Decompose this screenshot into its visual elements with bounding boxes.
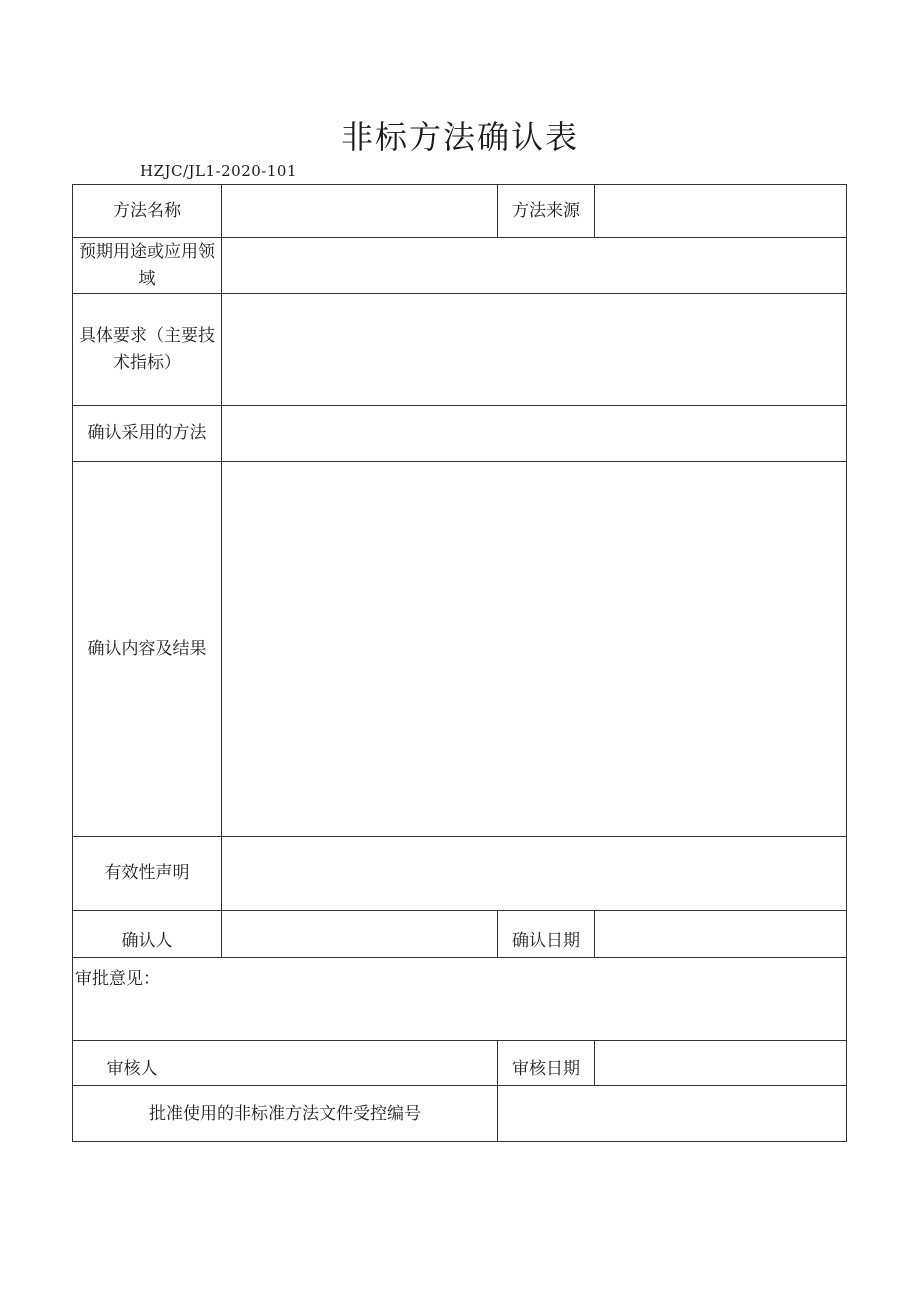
reviewer-label: 审核人 [106, 1059, 158, 1079]
confirmed-method-label: 确认采用的方法 [87, 423, 207, 443]
document-code: HZJC/JL1-2020-101 [140, 162, 298, 180]
confirm-date-field[interactable] [595, 911, 846, 957]
controlled-number-label: 批准使用的非标准方法文件受控编号 [149, 1103, 421, 1124]
review-date-field[interactable] [595, 1041, 846, 1085]
controlled-number-field[interactable] [498, 1086, 846, 1142]
confirmed-method-field[interactable] [222, 406, 846, 461]
method-name-label: 方法名称 [113, 200, 181, 221]
method-confirmation-form [72, 184, 847, 1142]
validity-statement-field[interactable] [222, 837, 846, 910]
confirm-content-label: 确认内容及结果 [87, 638, 207, 659]
confirmer-label: 确认人 [121, 931, 173, 951]
requirements-label: 具体要求（主要技术指标） [79, 325, 215, 373]
intended-use-field[interactable] [222, 238, 846, 293]
review-date-label: 审核日期 [512, 1059, 580, 1079]
intended-use-label: 预期用途或应用领域 [79, 241, 215, 289]
method-name-field[interactable] [222, 185, 497, 237]
approval-opinion-field[interactable] [73, 995, 846, 1040]
method-source-field[interactable] [595, 185, 846, 237]
method-source-label: 方法来源 [512, 200, 580, 221]
confirm-date-label: 确认日期 [512, 931, 580, 951]
validity-statement-label: 有效性声明 [104, 863, 190, 883]
confirmer-field[interactable] [222, 911, 497, 957]
requirements-field[interactable] [222, 294, 846, 405]
approval-opinion-label: 审批意见： [75, 969, 160, 989]
reviewer-field[interactable] [222, 1041, 497, 1085]
confirm-content-field[interactable] [222, 462, 846, 836]
form-title: 非标方法确认表 [340, 118, 579, 156]
